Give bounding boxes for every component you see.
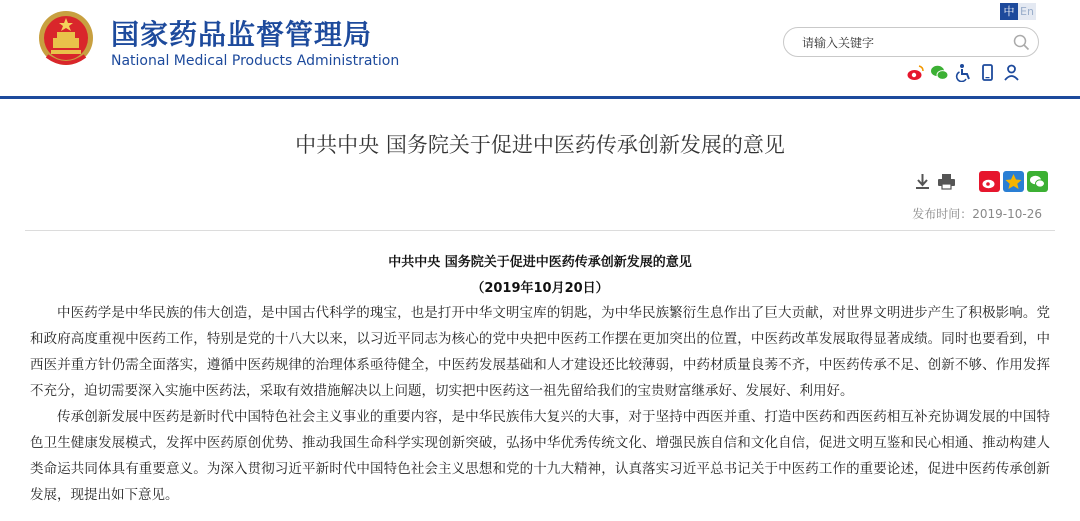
document-date: （2019年10月20日） (471, 281, 609, 296)
publish-label: 发布时间： (912, 207, 973, 221)
document-title: 中共中央 国务院关于促进中医药传承创新发展的意见 (388, 255, 692, 270)
download-icon[interactable] (912, 171, 933, 192)
site-header (0, 0, 1080, 97)
mobile-icon[interactable] (978, 63, 997, 82)
paragraph: 中医药学是中华民族的伟大创造，是中国古代科学的瑰宝，也是打开中华文明宝库的钥匙，为中华民族繁衍生息作出了巨大贡献，对世界文明进步产生了积极影响。党和政府高度重视中医药工作，特别是党的十八大以来，以习近平同志为核心的党中央把中医药工作摆在更加突出的位置，中医药改革发展取得显著成绩。同时也要看到，中西医并重方针仍需全面落实，遵循中医药规律的治理体系亟待健全，中医药发展基础和人才建设还比较薄弱，中药材质量良莠不齐，中医药传承不足、创新不够、作用发挥不充分，迫切需要深入实施中医药法，采取有效措施解决以上问题，切实把中医药这一祖先留给我们的宝贵财富继承好、发展好、利用好。 (30, 305, 1050, 399)
wechat-icon[interactable] (930, 63, 949, 82)
language-switch (1000, 3, 1036, 20)
weibo-icon[interactable] (906, 63, 925, 82)
paragraph: 传承创新发展中医药是新时代中国特色社会主义事业的重要内容，是中华民族伟大复兴的大事，对于坚持中西医并重、打造中医药和西医药相互补充协调发展的中国特色卫生健康发展模式，发挥中医药原创优势、推动我国生命科学实现创新突破，弘扬中华优秀传统文化、增强民族自信和文化自信，促进文明互鉴和民心相通、推动构建人类命运共同体具有重要意义。为深入贯彻习近平新时代中国特色社会主义思想和党的十九大精神，认真落实习近平总书记关于中医药工作的重要论述，促进中医药传承创新发展，现提出如下意见。 (30, 409, 1050, 503)
article-actions (912, 171, 1048, 192)
search-box (783, 27, 1039, 57)
user-icon[interactable] (1002, 63, 1021, 82)
search-input[interactable] (800, 33, 1004, 53)
search-icon[interactable] (1013, 34, 1030, 51)
share-qzone-icon[interactable] (1003, 171, 1024, 192)
header-rule (0, 96, 1080, 99)
header-tools (906, 63, 1021, 82)
site-name-en[interactable]: National Medical Products Administration (111, 53, 400, 69)
share-weibo-icon[interactable] (979, 171, 1000, 192)
divider (25, 230, 1055, 231)
lang-zh-button[interactable]: 中 (1000, 3, 1018, 20)
article-body (30, 300, 1050, 508)
site-name-cn[interactable]: 国家药品监督管理局 (111, 18, 373, 51)
lang-en-button[interactable]: En (1018, 3, 1036, 20)
print-icon[interactable] (936, 171, 957, 192)
page-title: 中共中央 国务院关于促进中医药传承创新发展的意见 (295, 133, 785, 157)
accessibility-icon[interactable] (954, 63, 973, 82)
share-wechat-icon[interactable] (1027, 171, 1048, 192)
national-emblem-icon[interactable] (37, 8, 95, 70)
publish-time (912, 205, 1042, 222)
publish-date: 2019-10-26 (972, 207, 1042, 221)
